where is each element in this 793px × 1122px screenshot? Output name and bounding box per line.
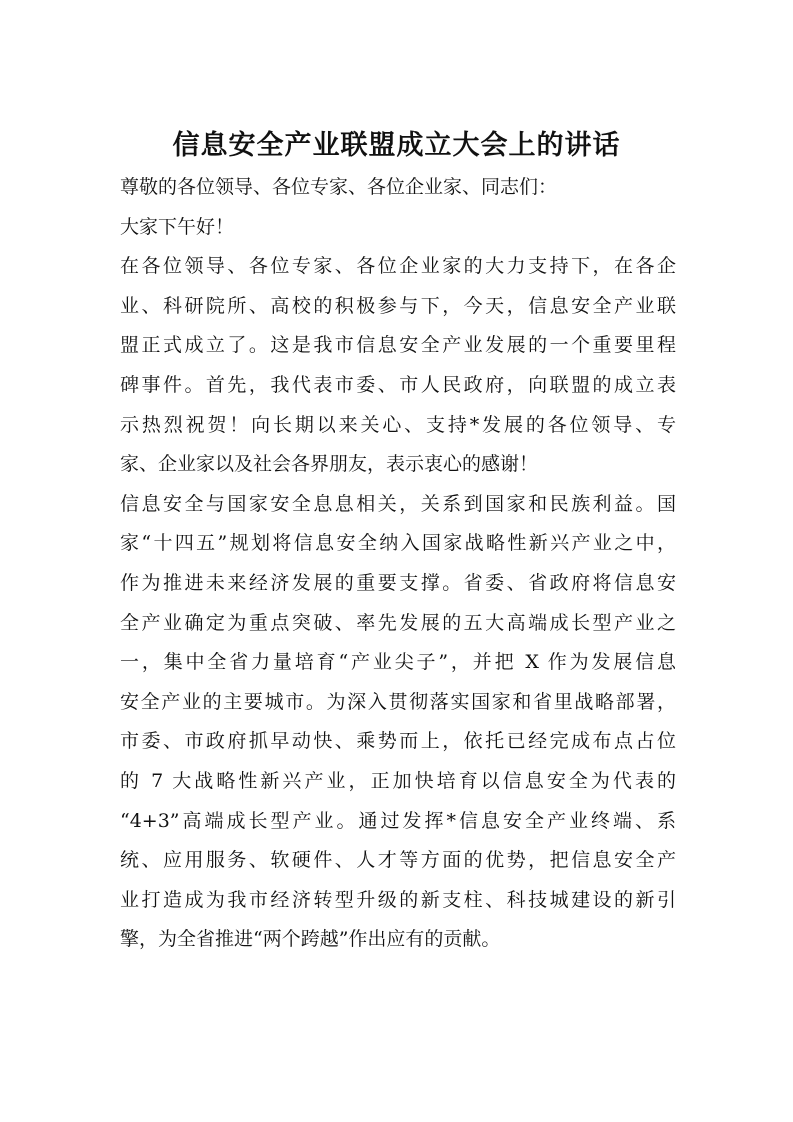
body-line: 市委、市政府抓早动快、乘势而上，依托已经完成布点占位: [120, 730, 676, 753]
body-line: 信息安全与国家安全息息相关，关系到国家和民族利益。国: [120, 492, 676, 515]
body-line: 一，集中全省力量培育“产业尖子”，并把 X 作为发展信息: [120, 651, 676, 674]
body-line: 全产业确定为重点突破、率先发展的五大高端成长型产业之: [120, 611, 676, 634]
body-line: 的 7 大战略性新兴产业，正加快培育以信息安全为代表的: [120, 769, 676, 792]
body-line: 在各位领导、各位专家、各位企业家的大力支持下，在各企: [120, 255, 676, 278]
body-line: 业打造成为我市经济转型升级的新支柱、科技城建设的新引: [120, 888, 676, 911]
body-line: 尊敬的各位领导、各位专家、各位企业家、同志们：: [120, 176, 558, 198]
document-body: [120, 168, 676, 960]
body-line: 盟正式成立了。这是我市信息安全产业发展的一个重要里程: [120, 334, 676, 357]
body-line: 示热烈祝贺！向长期以来关心、支持*发展的各位领导、专: [120, 413, 676, 436]
document-title: 信息安全产业联盟成立大会上的讲话: [172, 130, 621, 161]
body-line: 大家下午好！: [120, 215, 235, 238]
body-line: 擎，为全省推进“两个跨越”作出应有的贡献。: [120, 928, 501, 951]
body-line: 作为推进未来经济发展的重要支撑。省委、省政府将信息安: [120, 571, 676, 594]
body-line: “4+3”高端成长型产业。通过发挥*信息安全产业终端、系: [120, 809, 676, 832]
body-line: 业、科研院所、高校的积极参与下，今天，信息安全产业联: [120, 294, 676, 317]
body-line: 碑事件。首先，我代表市委、市人民政府，向联盟的成立表: [120, 373, 676, 396]
body-line: 统、应用服务、软硬件、人才等方面的优势，把信息安全产: [120, 849, 676, 872]
body-line: 家“十四五”规划将信息安全纳入国家战略性新兴产业之中，: [120, 532, 676, 555]
body-line: 家、企业家以及社会各界朋友，表示衷心的感谢！: [120, 453, 539, 476]
body-line: 安全产业的主要城市。为深入贯彻落实国家和省里战略部署，: [120, 690, 676, 713]
